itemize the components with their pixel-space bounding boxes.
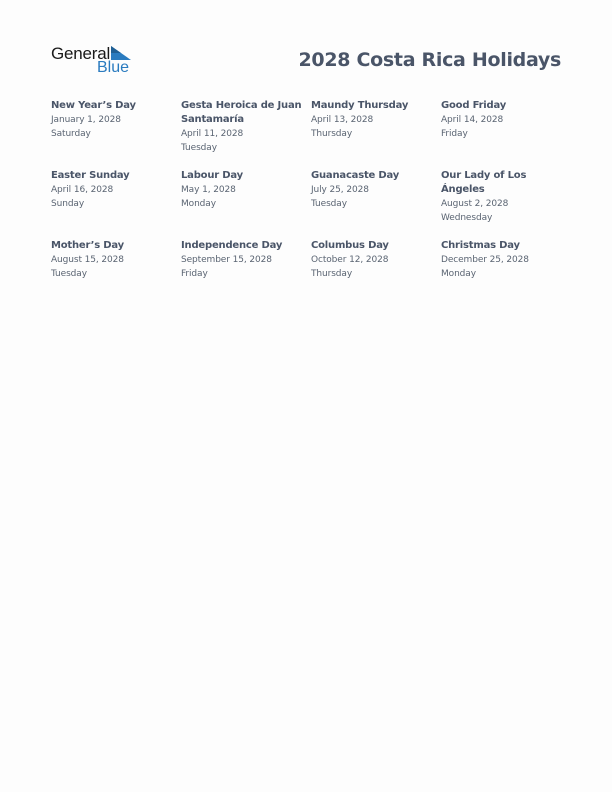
holiday-entry xyxy=(51,99,181,169)
holiday-entry xyxy=(441,169,571,239)
holiday-weekday: Tuesday xyxy=(181,143,217,153)
generalblue-logo xyxy=(51,44,141,78)
holiday-date: January 1, 2028 xyxy=(51,115,121,125)
holiday-name: Mother’s Day xyxy=(51,240,124,251)
holiday-date: October 12, 2028 xyxy=(311,255,389,265)
holiday-name: Guanacaste Day xyxy=(311,170,400,181)
holiday-date: April 11, 2028 xyxy=(181,129,244,139)
holiday-weekday: Friday xyxy=(181,269,208,279)
holiday-weekday: Tuesday xyxy=(311,199,347,209)
holiday-weekday: Sunday xyxy=(51,199,85,209)
holiday-weekday: Monday xyxy=(441,269,476,279)
holiday-weekday: Monday xyxy=(181,199,216,209)
holiday-name: Our Lady of Los Ángeles xyxy=(441,170,527,195)
holiday-entry xyxy=(181,99,311,169)
holiday-name: Labour Day xyxy=(181,170,243,181)
logo-text-general: General xyxy=(51,44,111,63)
holiday-entry xyxy=(51,169,181,239)
holiday-date: December 25, 2028 xyxy=(441,255,529,265)
holiday-date: August 2, 2028 xyxy=(441,199,509,209)
holiday-weekday: Thursday xyxy=(311,269,353,279)
holiday-weekday: Tuesday xyxy=(51,269,87,279)
holiday-entry xyxy=(51,239,181,309)
holiday-date: May 1, 2028 xyxy=(181,185,236,195)
holiday-name: Christmas Day xyxy=(441,240,520,251)
holiday-entry xyxy=(311,239,441,309)
holiday-weekday: Friday xyxy=(441,129,468,139)
holiday-entry xyxy=(181,239,311,309)
holiday-date: April 16, 2028 xyxy=(51,185,114,195)
holiday-name: Gesta Heroica de Juan Santamaría xyxy=(181,100,302,125)
holiday-entry xyxy=(181,169,311,239)
holiday-name: Independence Day xyxy=(181,240,283,251)
holiday-name: Easter Sunday xyxy=(51,170,130,181)
holiday-entry xyxy=(441,239,571,309)
holiday-weekday: Wednesday xyxy=(441,213,493,223)
holiday-date: August 15, 2028 xyxy=(51,255,124,265)
holiday-entry xyxy=(311,169,441,239)
logo-flag-icon xyxy=(111,46,131,60)
holiday-date: April 13, 2028 xyxy=(311,115,374,125)
holiday-weekday: Saturday xyxy=(51,129,91,139)
holiday-weekday: Thursday xyxy=(311,129,353,139)
holiday-name: Columbus Day xyxy=(311,240,389,251)
holiday-date: July 25, 2028 xyxy=(311,185,369,195)
holiday-name: New Year’s Day xyxy=(51,100,136,111)
holiday-date: April 14, 2028 xyxy=(441,115,504,125)
page-title: 2028 Costa Rica Holidays xyxy=(298,49,561,71)
holiday-name: Good Friday xyxy=(441,100,507,111)
holiday-entry xyxy=(311,99,441,169)
holiday-entry xyxy=(441,99,571,169)
logo-text-blue: Blue xyxy=(97,59,130,76)
holiday-grid xyxy=(51,99,571,309)
holiday-name: Maundy Thursday xyxy=(311,100,409,111)
holiday-date: September 15, 2028 xyxy=(181,255,272,265)
